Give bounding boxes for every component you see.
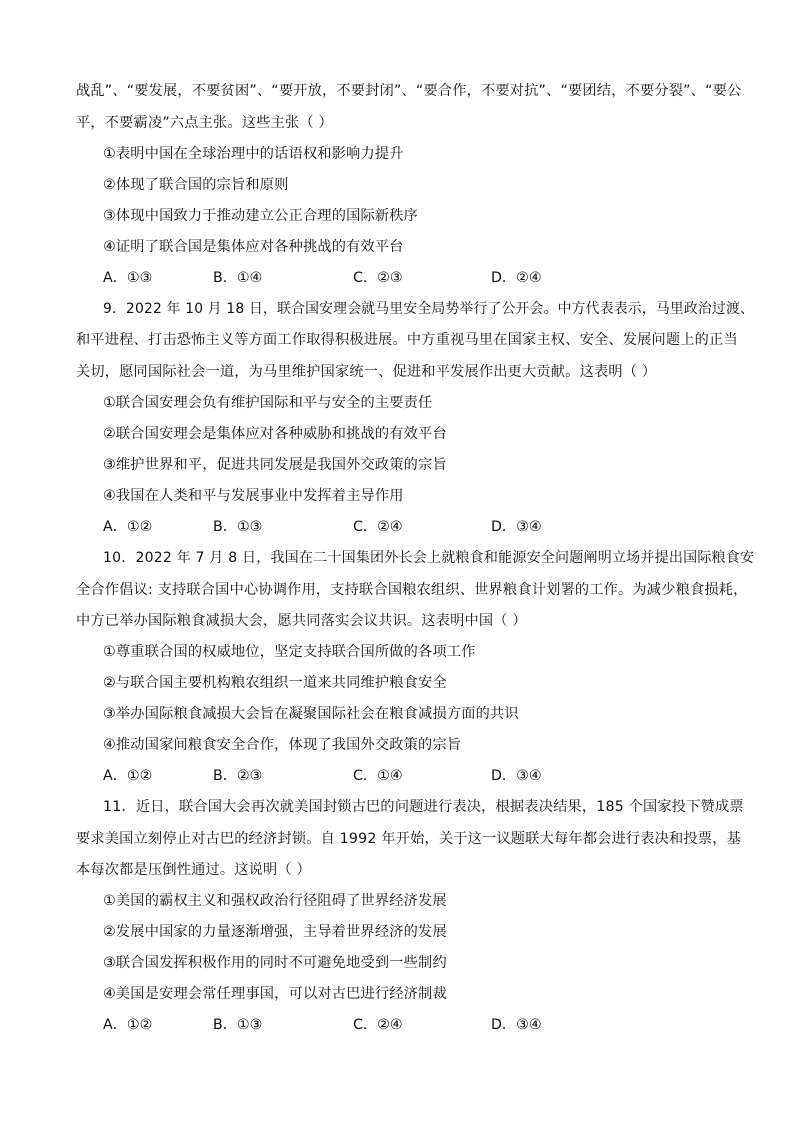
q8-answer-d[interactable]: D．②④ bbox=[491, 270, 542, 286]
q8-answer-c[interactable]: C．②③ bbox=[353, 270, 403, 286]
q11-option-1: ①美国的霸权主义和强权政治行径阻碍了世界经济发展 bbox=[103, 893, 447, 909]
q9-answer-a[interactable]: A．①② bbox=[103, 519, 153, 535]
q11-stem-line-3: 本每次都是压倒性通过。这说明（ ） bbox=[76, 862, 311, 878]
q11-answer-d[interactable]: D．③④ bbox=[491, 1017, 542, 1033]
q9-answer-choices bbox=[103, 517, 663, 537]
q9-answer-d[interactable]: D．③④ bbox=[491, 519, 542, 535]
q9-stem-line-3: 关切，愿同国际社会一道，为马里维护国家统一、促进和平发展作出更大贡献。这表明（ ） bbox=[76, 364, 657, 380]
q8-option-2: ②体现了联合国的宗旨和原则 bbox=[103, 177, 289, 193]
q10-answer-b[interactable]: B．②③ bbox=[213, 768, 263, 784]
q11-option-3: ③联合国发挥积极作用的同时不可避免地受到一些制约 bbox=[103, 955, 447, 971]
q10-answer-choices bbox=[103, 766, 663, 786]
q9-stem-line-2: 和平进程、打击恐怖主义等方面工作取得积极进展。中方重视马里在国家主权、安全、发展问题上的正当 bbox=[76, 332, 738, 348]
q8-stem-line-2: 平，不要霸凌”六点主张。这些主张（ ） bbox=[76, 115, 333, 131]
q10-stem-line-1: 10．2022 年 7 月 8 日，我国在二十国集团外长会上就粮食和能源安全问题阐明立场并提出国际粮食安 bbox=[103, 550, 755, 566]
q8-option-1: ①表明中国在全球治理中的话语权和影响力提升 bbox=[103, 146, 404, 162]
q9-stem-line-1: 9．2022 年 10 月 18 日，联合国安理会就马里安全局势举行了公开会。中方代表表示，马里政治过渡、 bbox=[103, 301, 755, 317]
q11-answer-c[interactable]: C．②④ bbox=[353, 1017, 403, 1033]
q9-answer-c[interactable]: C．②④ bbox=[353, 519, 403, 535]
q11-option-4: ④美国是安理会常任理事国，可以对古巴进行经济制裁 bbox=[103, 986, 447, 1002]
q9-option-2: ②联合国安理会是集体应对各种威胁和挑战的有效平台 bbox=[103, 426, 447, 442]
q10-stem-line-2: 全合作倡议: 支持联合国中心协调作用，支持联合国粮农组织、世界粮食计划署的工作。为减少粮食损耗， bbox=[76, 582, 748, 598]
q10-option-3: ③举办国际粮食减损大会旨在凝聚国际社会在粮食减损方面的共识 bbox=[103, 706, 519, 722]
q9-option-3: ③维护世界和平，促进共同发展是我国外交政策的宗旨 bbox=[103, 457, 447, 473]
q11-option-2: ②发展中国家的力量逐渐增强，主导着世界经济的发展 bbox=[103, 924, 447, 940]
q11-stem-line-1: 11．近日，联合国大会再次就美国封锁古巴的问题进行表决，根据表决结果，185 个国家投下赞成票 bbox=[103, 799, 744, 815]
q8-stem-line-1: 战乱”、“要发展，不要贫困”、“要开放，不要封闭”、“要合作，不要对抗”、“要团结，不要分裂”、“要公 bbox=[76, 83, 742, 99]
q8-option-4: ④证明了联合国是集体应对各种挑战的有效平台 bbox=[103, 239, 404, 255]
q9-option-4: ④我国在人类和平与发展事业中发挥着主导作用 bbox=[103, 488, 404, 504]
q11-answer-b[interactable]: B．①③ bbox=[213, 1017, 263, 1033]
q10-option-2: ②与联合国主要机构粮农组织一道来共同维护粮食安全 bbox=[103, 675, 447, 691]
q10-stem-line-3: 中方已举办国际粮食减损大会，愿共同落实会议共识。这表明中国（ ） bbox=[76, 613, 527, 629]
q9-answer-b[interactable]: B．①③ bbox=[213, 519, 263, 535]
q11-answer-a[interactable]: A．①② bbox=[103, 1017, 153, 1033]
q11-answer-choices bbox=[103, 1015, 663, 1035]
q10-option-4: ④推动国家间粮食安全合作，体现了我国外交政策的宗旨 bbox=[103, 737, 462, 753]
q8-answer-choices bbox=[103, 268, 663, 288]
q8-answer-a[interactable]: A．①③ bbox=[103, 270, 153, 286]
q8-option-3: ③体现中国致力于推动建立公正合理的国际新秩序 bbox=[103, 208, 419, 224]
q11-stem-line-2: 要求美国立刻停止对古巴的经济封锁。自 1992 年开始，关于这一议题联大每年都会进行表决和投票，基 bbox=[76, 831, 741, 847]
q10-option-1: ①尊重联合国的权威地位，坚定支持联合国所做的各项工作 bbox=[103, 644, 476, 660]
q10-answer-d[interactable]: D．③④ bbox=[491, 768, 542, 784]
q10-answer-c[interactable]: C．①④ bbox=[353, 768, 403, 784]
q9-option-1: ①联合国安理会负有维护国际和平与安全的主要责任 bbox=[103, 395, 433, 411]
q10-answer-a[interactable]: A．①② bbox=[103, 768, 153, 784]
q8-answer-b[interactable]: B．①④ bbox=[213, 270, 263, 286]
